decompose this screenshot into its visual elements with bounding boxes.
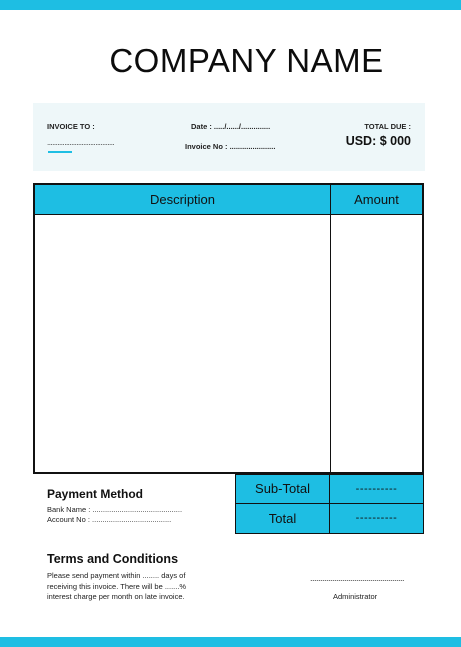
total-due-label: TOTAL DUE : <box>364 122 411 131</box>
invoice-number-field[interactable]: Invoice No : ...................... <box>185 142 276 151</box>
date-field[interactable]: Date : ...../....../.............. <box>191 122 271 131</box>
invoice-info-box <box>33 103 425 171</box>
column-header-description: Description <box>149 192 216 207</box>
terms-line-2: receiving this invoice. There will be .......% <box>47 581 187 591</box>
invoice-to-label: INVOICE TO : <box>47 122 95 131</box>
total-label-cell <box>235 503 330 534</box>
subtotal-value: ---------- <box>355 483 398 495</box>
terms-body <box>47 571 222 603</box>
totals-box <box>235 474 424 534</box>
signature-line[interactable]: ............................................... <box>310 573 405 583</box>
total-label: Total <box>268 511 297 526</box>
bank-name-field[interactable]: Bank Name : ........................................... <box>47 505 183 514</box>
invoice-to-underline <box>48 151 72 153</box>
total-due-value: USD: $ 000 <box>345 134 411 148</box>
terms-line-1: Please send payment within ........ days of <box>47 571 186 580</box>
top-accent-bar <box>0 0 461 10</box>
subtotal-label: Sub-Total <box>255 481 310 496</box>
invoice-items-table <box>33 183 424 474</box>
signature-role: Administrator <box>333 592 378 601</box>
bottom-accent-bar <box>0 637 461 647</box>
account-number-field[interactable]: Account No : ...................................... <box>47 515 172 524</box>
total-value-cell[interactable] <box>329 503 424 534</box>
subtotal-value-cell[interactable] <box>329 474 424 504</box>
payment-method-title: Payment Method <box>47 487 144 501</box>
total-value: ---------- <box>355 512 398 524</box>
company-name: COMPANY NAME <box>109 42 384 79</box>
column-divider <box>330 185 331 472</box>
column-header-amount: Amount <box>354 192 399 207</box>
terms-line-3: interest charge per month on late invoice. <box>47 592 185 601</box>
terms-title: Terms and Conditions <box>47 552 179 566</box>
subtotal-label-cell <box>235 474 330 504</box>
invoice-to-field[interactable]: ....................................... <box>47 138 115 147</box>
